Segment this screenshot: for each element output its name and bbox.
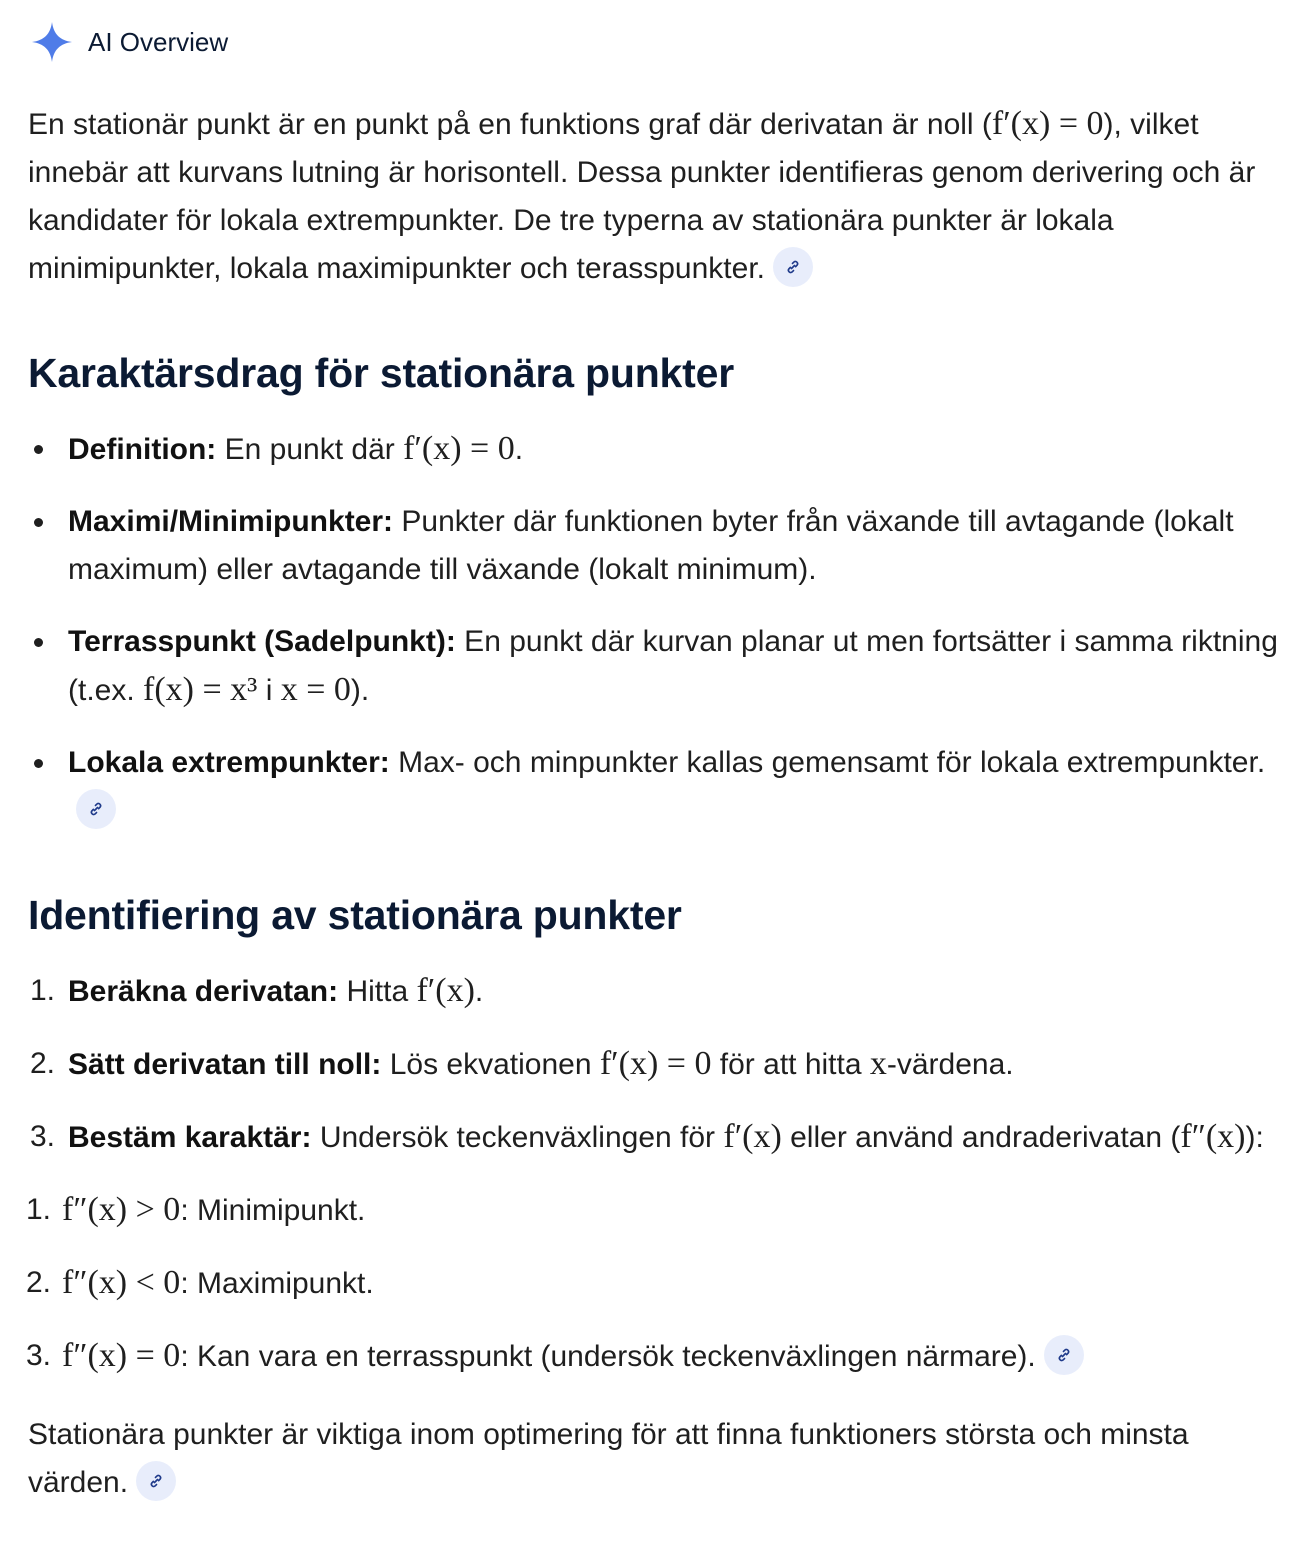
ai-overview-title: AI Overview <box>88 26 229 57</box>
math-expression: x <box>869 1045 887 1082</box>
link-icon <box>147 1472 165 1490</box>
substep-item <box>28 1259 1284 1308</box>
math-expression: f(x) = x³ <box>143 671 258 708</box>
substep-text: : Minimipunkt. <box>180 1194 366 1227</box>
substep-item <box>28 1332 1284 1381</box>
list-item <box>28 618 1284 715</box>
source-link-button[interactable] <box>136 1461 176 1501</box>
closing-paragraph <box>28 1411 1284 1507</box>
math-expression: f′(x) <box>416 972 475 1009</box>
link-icon <box>784 258 802 276</box>
item-lead: Definition: <box>68 433 217 466</box>
steps-list <box>28 967 1284 1381</box>
math-expression: f′(x) <box>723 1118 782 1155</box>
math-expression: x = 0 <box>280 671 351 708</box>
link-icon <box>1055 1346 1073 1364</box>
step-lead: Bestäm karaktär: <box>68 1121 312 1154</box>
item-lead: Terrasspunkt (Sadelpunkt): <box>68 625 456 658</box>
substep-text: : Kan vara en terrasspunkt (undersök teckenväxlingen närmare). <box>180 1340 1036 1373</box>
source-link-button[interactable] <box>76 789 116 829</box>
step-item <box>28 1113 1284 1381</box>
substep-number: 3. <box>26 1339 52 1372</box>
list-item <box>28 498 1284 594</box>
substep-text: : Maximipunkt. <box>180 1267 374 1300</box>
step-number: 3. <box>30 1120 56 1153</box>
math-expression: f″(x) = 0 <box>62 1337 181 1374</box>
math-expression: f″(x) <box>1180 1118 1246 1155</box>
item-text: i <box>257 674 281 707</box>
step-text: Undersök teckenväxlingen för <box>311 1121 724 1154</box>
step-number: 2. <box>30 1047 56 1080</box>
item-text: En punkt där <box>216 433 404 466</box>
item-text: Max- och minpunkter kallas gemensamt för lokala extrempunkter. <box>389 746 1266 779</box>
intro-paragraph <box>28 100 1284 293</box>
step-text: ): <box>1245 1121 1264 1154</box>
math-expression: f″(x) < 0 <box>62 1264 181 1301</box>
substep-number: 2. <box>26 1266 52 1299</box>
step-text: för att hitta <box>711 1048 870 1081</box>
step-text: . <box>474 975 484 1008</box>
step-lead: Beräkna derivatan: <box>68 975 339 1008</box>
intro-text-1: En stationär punkt är en punkt på en funktions graf där derivatan är noll ( <box>28 108 992 141</box>
substep-number: 1. <box>26 1193 52 1226</box>
sparkle-icon <box>30 20 74 64</box>
item-text: ). <box>350 674 370 707</box>
characteristics-list <box>28 425 1284 835</box>
step-lead: Sätt derivatan till noll: <box>68 1048 382 1081</box>
ai-overview-header <box>28 0 1284 84</box>
step-text: Lös ekvationen <box>381 1048 600 1081</box>
item-lead: Maximi/Minimipunkter: <box>68 505 394 538</box>
source-link-button[interactable] <box>1044 1335 1084 1375</box>
step-number: 1. <box>30 974 56 1007</box>
substep-item <box>28 1186 1284 1235</box>
math-expression: f′(x) = 0 <box>991 105 1104 142</box>
item-text: En punkt där kurvan planar ut men fortsätter i samma riktning (t.ex. <box>68 625 1278 707</box>
intro-text-2: ), vilket innebär att kurvans lutning är horisontell. Dessa punkter identifieras genom derivering och är kandidater för lokala extrempunkter. De tre typerna av stationära punkter är lokala minimipunkter, lokala maximipunkter och terasspunkter. <box>28 108 1256 285</box>
step-text: Hitta <box>338 975 417 1008</box>
closing-text: Stationära punkter är viktiga inom optimering för att finna funktioners största och minsta värden. <box>28 1418 1189 1499</box>
step-text: -värdena. <box>886 1048 1014 1081</box>
list-item <box>28 739 1284 835</box>
math-expression: f′(x) = 0 <box>599 1045 712 1082</box>
item-lead: Lokala extrempunkter: <box>68 746 390 779</box>
section-heading-identification: Identifiering av stationära punkter <box>28 892 682 938</box>
source-link-button[interactable] <box>773 247 813 287</box>
substeps-list <box>26 1186 1284 1381</box>
list-item <box>28 425 1284 474</box>
item-text: . <box>514 433 524 466</box>
step-item <box>28 1040 1284 1089</box>
math-expression: f′(x) = 0 <box>403 430 515 467</box>
section-heading-characteristics: Karaktärsdrag för stationära punkter <box>28 350 734 396</box>
step-item <box>28 967 1284 1016</box>
link-icon <box>87 800 105 818</box>
step-text: eller använd andraderivatan ( <box>781 1121 1181 1154</box>
math-expression: f″(x) > 0 <box>62 1191 181 1228</box>
item-text: Punkter där funktionen byter från växande till avtagande (lokalt maximum) eller avtagande till växande (lokalt minimum). <box>68 505 1234 586</box>
